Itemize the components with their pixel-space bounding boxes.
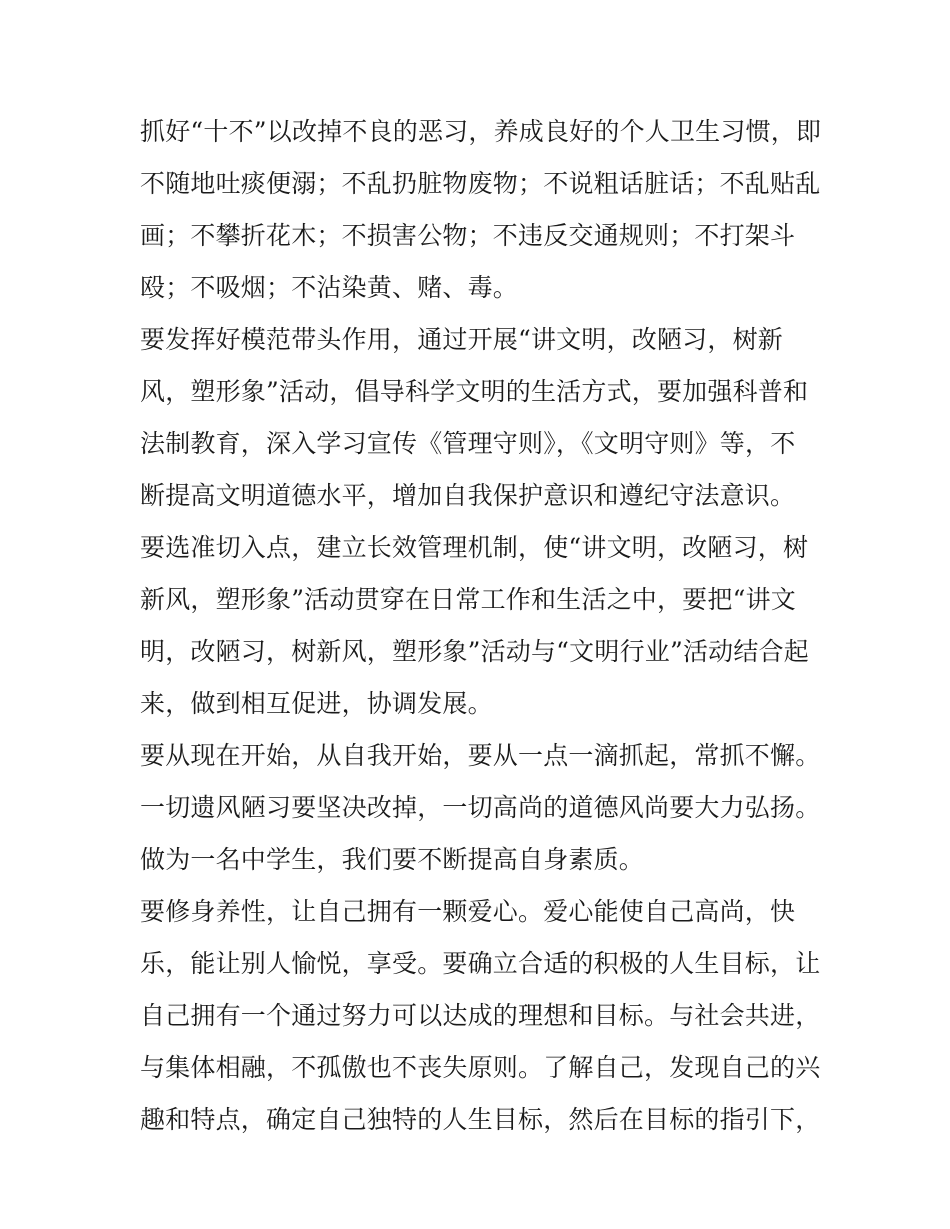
text-line: 风，塑形象”活动，倡导科学文明的生活方式，要加强科普和 bbox=[140, 377, 809, 406]
text-line: 乐，能让别人愉悦，享受。要确立合适的积极的人生目标，让 bbox=[140, 949, 821, 978]
text-line: 殴；不吸烟；不沾染黄、赌、毒。 bbox=[140, 273, 519, 302]
text-line: 要修身养性，让自己拥有一颗爱心。爱心能使自己高尚，快 bbox=[140, 897, 796, 926]
body-text bbox=[140, 106, 820, 1146]
text-line: 不随地吐痰便溺；不乱扔脏物废物；不说粗话脏话；不乱贴乱 bbox=[140, 169, 821, 198]
text-line: 来，做到相互促进，协调发展。 bbox=[140, 689, 493, 718]
text-line: 新风，塑形象”活动贯穿在日常工作和生活之中，要把“讲文 bbox=[140, 585, 796, 614]
text-line: 趣和特点，确定自己独特的人生目标，然后在目标的指引下， bbox=[140, 1105, 821, 1134]
text-line: 抓好“十不”以改掉不良的恶习，养成良好的个人卫生习惯，即 bbox=[140, 117, 822, 146]
text-line: 画；不攀折花木；不损害公物；不违反交通规则；不打架斗 bbox=[140, 221, 796, 250]
text-line: 一切遗风陋习要坚决改掉，一切高尚的道德风尚要大力弘扬。 bbox=[140, 793, 821, 822]
text-line: 自己拥有一个通过努力可以达成的理想和目标。与社会共进， bbox=[140, 1001, 821, 1030]
text-line: 做为一名中学生，我们要不断提高自身素质。 bbox=[140, 845, 645, 874]
text-line: 要发挥好模范带头作用，通过开展“讲文明，改陋习，树新 bbox=[140, 325, 783, 354]
text-line: 法制教育，深入学习宣传《管理守则》，《文明守则》等，不 bbox=[140, 429, 796, 458]
text-line: 要从现在开始，从自我开始，要从一点一滴抓起，常抓不懈。 bbox=[140, 741, 821, 770]
text-line: 要选准切入点，建立长效管理机制，使“讲文明，改陋习，树 bbox=[140, 533, 809, 562]
text-line: 断提高文明道德水平，增加自我保护意识和遵纪守法意识。 bbox=[140, 481, 796, 510]
text-line: 明，改陋习，树新风，塑形象”活动与“文明行业”活动结合起 bbox=[140, 637, 809, 666]
text-line: 与集体相融，不孤傲也不丧失原则。了解自己，发现自己的兴 bbox=[140, 1053, 821, 1082]
